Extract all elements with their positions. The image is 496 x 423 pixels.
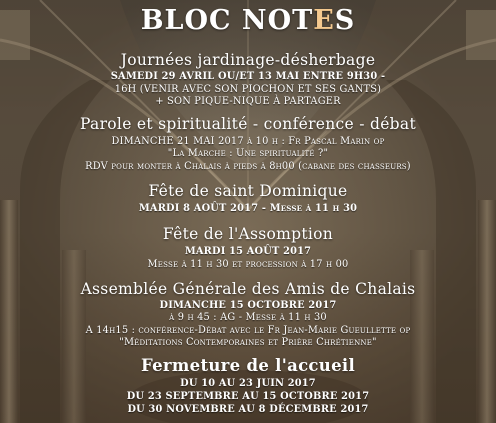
event-heading-assemblee: Assemblée Générale des Amis de Chalais xyxy=(80,280,416,298)
event-line: "Méditations Contemporaines et Prière Chrétienne" xyxy=(119,337,377,348)
event-line: DU 30 NOVEMBRE AU 8 DÉCEMBRE 2017 xyxy=(127,404,369,415)
event-heading-parole: Parole et spiritualité - conférence - débat xyxy=(80,115,416,133)
event-line: RDV pour monter à Chalais à pieds à 8h00 (cabane des chasseurs) xyxy=(85,161,411,172)
event-line: 16H (VENIR AVEC SON PIOCHON ET SES GANTS) xyxy=(114,84,382,95)
event-line: DIMANCHE 15 OCTOBRE 2017 xyxy=(159,300,337,311)
event-line: MARDI 15 AOÛT 2017 xyxy=(184,246,312,257)
event-heading-fermeture: Fermeture de l'accueil xyxy=(140,356,356,375)
event-line: "La Marche : Une spiritualité ?" xyxy=(167,148,329,159)
event-line: + SON PIQUE-NIQUE À PARTAGER xyxy=(155,96,341,107)
event-line: DIMANCHE 21 MAI 2017 à 10 h : Fr Pascal Marin op xyxy=(111,136,385,147)
title-text-end: S xyxy=(334,5,356,36)
page-title xyxy=(0,5,496,36)
event-line: DU 23 SEPTEMBRE AU 15 OCTOBRE 2017 xyxy=(126,391,370,402)
title-text-start: BLOC NOT xyxy=(140,5,314,36)
title-accent-letter: E xyxy=(313,5,335,36)
event-line: Messe à 11 h 30 et procession à 17 h 00 xyxy=(147,259,349,270)
event-heading-assomption: Fête de l'Assomption xyxy=(162,225,334,243)
event-line: à 9 h 45 : AG - Messe à 11 h 30 xyxy=(169,312,327,323)
event-line: MARDI 8 AOÛT 2017 - Messe à 11 h 30 xyxy=(138,203,358,214)
event-line: SAMEDI 29 AVRIL OU/ET 13 MAI ENTRE 9H30 - xyxy=(110,71,386,82)
event-heading-saint-dominique: Fête de saint Dominique xyxy=(148,182,348,200)
event-heading-jardinage: Journées jardinage-désherbage xyxy=(120,51,376,69)
event-line: A 14h15 : conférence-Débat avec le Fr Jean-Marie Gueullette op xyxy=(85,325,411,336)
event-line: DU 10 AU 23 JUIN 2017 xyxy=(180,378,316,389)
